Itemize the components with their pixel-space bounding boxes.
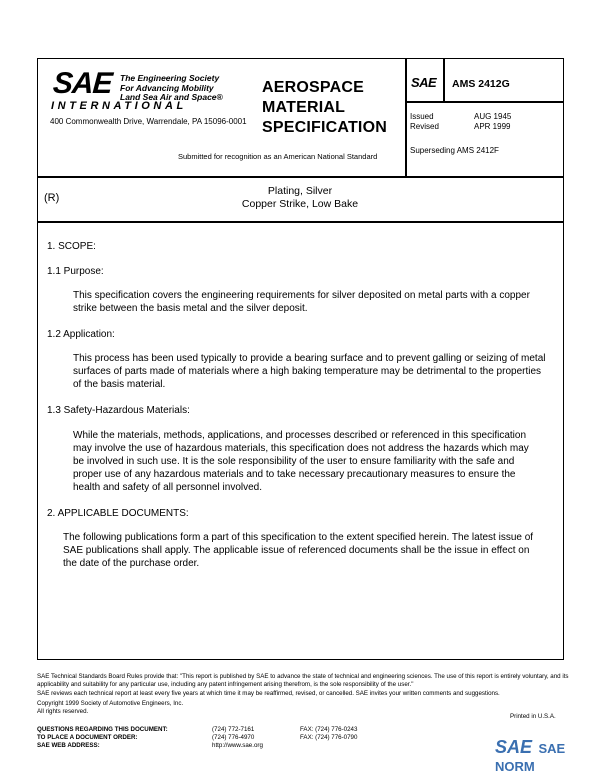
ams-box-divider [405, 101, 564, 103]
questions-fax: FAX: (724) 776-0243 [300, 726, 358, 733]
order-phone: (724) 776-4970 [212, 734, 255, 741]
title-line: Plating, Silver [267, 185, 333, 197]
sae-norm-text: SAE NORM [495, 741, 566, 774]
sae-tagline [120, 74, 260, 103]
questions-label: QUESTIONS REGARDING THIS DOCUMENT: [37, 726, 168, 733]
document-type [262, 78, 387, 138]
address: 400 Commonwealth Drive, Warrendale, PA 15096-0001 [50, 117, 247, 126]
title-divider [37, 221, 564, 223]
ams-number: AMS 2412G [452, 78, 510, 90]
footer-rules: SAE Technical Standards Board Rules provide that: "This report is published by SAE to advance the state of technical and engineering sciences. The use of this report is entirely voluntary, and its applicability and suitability for any particular use, including any patent infringement arising therefrom, is the sole responsibility of the user." [37, 673, 569, 688]
revised-label: Revised [410, 122, 439, 131]
section-2-text: The following publications form a part of this specification to the extent specified herein. The latest issue of SAE publications shall apply. The applicable issue of referenced documents shall be the issue in effect on the date of the purchase order. [63, 532, 534, 569]
section-1-2-text: This process has been used typically to provide a bearing surface and to prevent galling or seizing of metal surfaces of parts made of materials where a high baking temperature may be detrimental to the properties of the basis material. [73, 353, 546, 390]
doc-type-line: MATERIAL [262, 99, 346, 116]
section-1-1-text: This specification covers the engineering requirements for silver deposited on metal parts with a copper strike between the basis metal and the silver deposit. [73, 290, 530, 314]
footer-review: SAE reviews each technical report at least every five years at which time it may be reaffirmed, revised, or cancelled. SAE invites your written comments and suggestions. [37, 690, 500, 697]
ams-box-inner-divider [443, 58, 445, 101]
title-line: Copper Strike, Low Bake [241, 198, 359, 210]
international-wordmark: INTERNATIONAL [51, 100, 187, 112]
header-column-divider [405, 58, 407, 176]
footer-copyright: Copyright 1999 Society of Automotive Engineers, Inc. [37, 700, 184, 707]
web-url[interactable]: http://www.sae.org [212, 742, 263, 749]
issued-value: AUG 1945 [474, 112, 512, 121]
superseding: Superseding AMS 2412F [410, 146, 499, 155]
revised-value: APR 1999 [474, 122, 511, 131]
header-divider [37, 176, 564, 178]
section-1-3-text: While the materials, methods, applications, and processes described or referenced in this specification may involve the use of hazardous materials, this specification does not address the hazards which may be involved in such use. It is the sole responsibility of the user to ensure familiarity with the safe and proper use of any hazardous materials and to take necessary precautionary measures to ensure the health and safety of all personnel involved. [73, 430, 529, 493]
questions-phone: (724) 772-7161 [212, 726, 255, 733]
revision-mark: (R) [44, 192, 60, 204]
tagline-line: The Engineering Society [120, 73, 220, 83]
tagline-line: For Advancing Mobility [120, 82, 214, 93]
tagline-line: Land Sea Air and Space® [120, 92, 223, 102]
sae-small-logo: SAE [411, 75, 437, 90]
order-fax: FAX: (724) 776-0790 [300, 734, 358, 741]
section-1-1-heading: 1.1 Purpose: [47, 266, 104, 277]
document-title [200, 185, 400, 211]
sae-logo: SAE [51, 67, 113, 100]
submitted-note: Submitted for recognition as an American National Standard [178, 152, 378, 161]
section-1-2-heading: 1.2 Application: [47, 329, 115, 340]
issued-label: Issued [410, 112, 434, 121]
footer-rights: All rights reserved. [37, 708, 89, 715]
section-2-heading: 2. APPLICABLE DOCUMENTS: [47, 508, 189, 519]
section-1-3-heading: 1.3 Safety-Hazardous Materials: [47, 405, 190, 416]
doc-type-line: AEROSPACE [262, 79, 364, 96]
web-label: SAE WEB ADDRESS: [37, 742, 100, 749]
sae-norm-logo: SAE [495, 737, 533, 757]
sae-norm-watermark [495, 737, 600, 776]
section-1-heading: 1. SCOPE: [47, 241, 96, 252]
footer-printed: Printed in U.S.A. [510, 713, 556, 720]
order-label: TO PLACE A DOCUMENT ORDER: [37, 734, 138, 741]
doc-type-line: SPECIFICATION [262, 119, 387, 136]
